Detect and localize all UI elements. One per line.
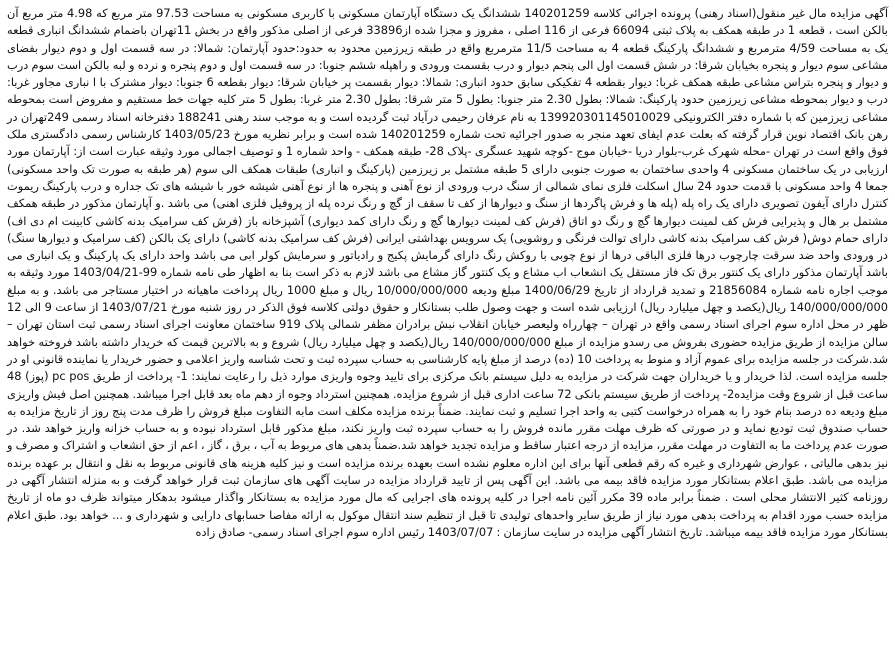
- auction-notice-text: آگهی مزایده مال غیر منقول(اسناد رهنی) پرونده اجرائی کلاسه 140201259 ششدانگ یک دستگاه آپارتمان مسکونی با کاربری مسکونی به مساحت 97.53 متر مربع که 4.98 متر مربع آن بالکن است ، قطعه 1 در طبقه همکف به پلاک ثبتی 66094 فرعی از 116 اصلی ، مفروز و مجزا شده از33896 فرعی از اصلی مذکور واقع در بخش 11تهران باضمام ششدانگ انباری قطعه یک به مساحت 4/59 مترمربع و ششدانگ پارکینگ قطعه 4 به مساحت 11/5 مترمربع واقع در طبقه زیرزمین محدود به حدود:حدود آپارتمان: شمالا: در سه قسمت اول و دوم دیوار بفضای مشاعی سوم دیوار و پنجره بخیابان شرقا: در شش قسمت اول الی پنجم دیوار و درب بقسمت ورودی و راهپله ششم جنوبا: در سه قسمت اول و دوم پنجره و نرده و لبه بالکن است سوم درب و دیوار و پنجره بتراس مشاعی طبقه همکف غربا: دیوار بقطعه 4 تفکیکی سابق حدود انباری: شمالا: دیوار بقسمت پر خیابان شرقا: دیوار بقطعه 6 جنوبا: دیوار مشترک با ا نباری مجاور غربا: درب و دیوار بمحوطه مشاعی زیرزمین حدود پارکینگ: شمالا: بطول 2.30 متر جنوبا: بطول 5 متر شرقا: بطول 2.30 متر غربا: بطول 5 متر کلیه جهات خط مستقیم و مفروض است بمحوطه مشاعی زیرزمین که با شماره دفتر الکترونیکی 139920301145010029 به نام عرفان رحیمی درآیاد ثبت گردیده است و به موجب سند رهنی 188241 دفترخانه اسناد رسمی 249تهران در رهن بانک اقتصاد نوین قرار گرفته که بعلت عدم ایفای تعهد منجر به صدور اجرائیه تحت شماره 140201259 شده است و برابر نظریه مورخ 1403/05/23 کارشناس رسمی دادگستری ملک فوق واقع است در تهران -محله شهرک غرب-بلوار دریا -خیابان موج -کوچه شهید عسگری -پلاک 28- طبقه همکف - واحد شماره 1 و توصیف اجمالی مورد وثیقه عبارت است از: آپارتمان مورد ارزیابی در یک ساختمان مسکونی 4 واحدی ساختمان به صورت جنوبی دارای 5 طبقه مشتمل بر زیرزمین (پارکینگ و انباری) طبقات همکف الی سوم (هر طبقه به صورت تک واحد مسکونی) جمعا 4 واحد مسکونی با قدمت حدود 24 سال اسکلت فلزی نمای شمالی از سنگ درب ورودی از نوع آهنی و پنجره ها از نوع آهنی شیشه خور با شیشه های تک جداره و درب پارکینگ ریموت کنترل دارای آیفون تصویری دارای یک راه پله (پله ها و فرش پاگردها از سنگ و دیوارها از کف تا سقف از گچ و رنگ نرده پله از پروفیل فلزی اهنی) می باشد .و آپارتمان مذکور در طبقه همکف مشتمل بر هال و پذیرایی فرش کف لمینت دیوارها گچ و رنگ دو اتاق (فرش کف لمینت دیوارها گچ و رنگ دارای کمد دیواری) آشپزخانه باز (فرش کف سرامیک بدنه کاشی کابینت ام دی اف) دارای حمام دوش( فرش کف سرامیک بدنه کاشی دارای توالت فرنگی و روشویی) یک سرویس بهداشتی ایرانی (فرش کف سرامیک بدنه کاشی) دارای یک بالکن (کف سرامیک و دیوارها سنگ) در ورودی واحد ضد سرقت چارچوب درها فلزی الباقی درها از نوع چوبی با روکش رنگ دارای گرمایش پکیج و رادیاتور و سرمایش کولر ابی می باشد واحد دارای یک پارکینگ و یک انباری می باشد آپارتمان مذکور دارای یک کنتور برق تک فاز مستقل یک انشعاب اب مشاع و یک کنتور گاز مشاع می باشد لازم به ذکر است بنا به اظهار طی نامه شماره 99-1403/04/21 مورد وثیقه به موجب اجاره نامه شماره 21856084 و تمدید قرارداد از تاریخ 1400/06/29 مبلغ ودیعه 10/000/000/000 ریال و مبلغ 1000 ریال پرداخت ماهیانه در اختیار مستاجر می باشد. و به مبلغ 140/000/000/000 ریال(یکصد و چهل میلیارد ریال) ارزیابی شده است و جهت وصول طلب بستانکار و حقوق دولتی کلاسه فوق الذکر در روز شنبه مورخ 1403/07/21 از ساعت 9 الی 12 ظهر در محل اداره سوم اجرای اسناد رسمی واقع در تهران – چهارراه ولیعصر خیابان انقلاب نبش برادران مظفر شمالی پلاک 919 ساختمان معاونت اجرای اسناد رسمی ثبت استان تهران – سالن مزایده از طریق مزایده حضوری بفروش می رسدو مزایده از مبلغ 140/000/000/000 ریال(یکصد و چهل میلیارد ریال) شروع و به بالاترین قیمت که خریدار داشته باشد فروخته خواهد شد.شرکت در جلسه مزایده برای عموم آزاد و منوط به پرداخت 10 (ده) درصد از مبلغ پایه کارشناسی به حساب سپرده ثبت و تحت شناسه واریز اعلامی و حضور خریدار یا نماینده قانونی او در جلسه مزایده است. لذا خریدار و یا خریداران جهت شرکت در مزایده به دلیل سیستم بانک مرکزی برای تایید وجوه واریزی موارد ذیل را رعایت نمایند: 1- پرداخت از طریق pc pos (پوز) 48 ساعت قبل از شروع وقت مزایده2- پرداخت از طریق سیستم بانکی 72 ساعت اداری قبل از شروع مزایده. همچنین استرداد وجوه از دهم ماه بعد قابل اجرا میباشد. همچنین اصل فیش واریزی مبلغ ودیعه ده درصد بنام خود را به همراه درخواست کتبی به واحد اجرا تسلیم و ثبت نمایند. ضمناً برنده مزایده مکلف است مابه التفاوت مبلغ فروش را ظرف مدت پنج روز از تاریخ مزایده به حساب صندوق ثبت تودیع نماید و در صورتی که ظرف مهلت مقرر مانده فروش را به حساب سپرده ثبت واریز نکند، مبلغ مذکور قابل استرداد نبوده و به حساب خزانه واریز خواهد شد. در صورت عدم پرداخت ما به التفاوت در مهلت مقرر، مزایده از درجه اعتبار ساقط و مزایده تجدید خواهد شد.ضمناً بدهی های مربوط به آب ، برق ، گاز ، اعم از حق انشعاب و اشتراک و مصرف و نیز بدهی مالیاتی ، عوارض شهرداری و غیره که رقم قطعی آنها برای این اداره معلوم نشده است بعهده برنده مزایده است و نیز کلیه هزینه های قانونی مربوط به نقل و انتقال بر عهده برنده مزایده می باشد. طبق اعلام بستانکار مورد مزایده فاقد بیمه می باشد. این آگهی پس از تایید قرارداد مزایده در سایت آگهی های سازمان ثبت قرار خواهد گرفت و به منزله انتشار آگهی در روزنامه کثیر الانتشار محلی است . ضمناً برابر ماده 39 مکرر آئین نامه اجرا در کلیه پرونده های اجرایی که مال مورد مزایده به بستانکار واگذار میشود بدهکار میتواند ظرف دو ماه از تاریخ مزایده حسب مورد اقدام به پرداخت بدهی مورد نیاز از طریق سایر واحدهای تولیدی تا قبل از تنظیم سند انتقال موکول به ارائه مفاصا حسابهای دارایی و شهرداری و ... خواهد بود. طبق اعلام بستانکار مورد مزایده فاقد بیمه میباشد. تاریخ انتشار آگهی مزایده در سایت سازمان : 1403/07/07 رئیس اداره سوم اجرای اسناد رسمی- صادق زاده: [7, 6, 889, 539]
